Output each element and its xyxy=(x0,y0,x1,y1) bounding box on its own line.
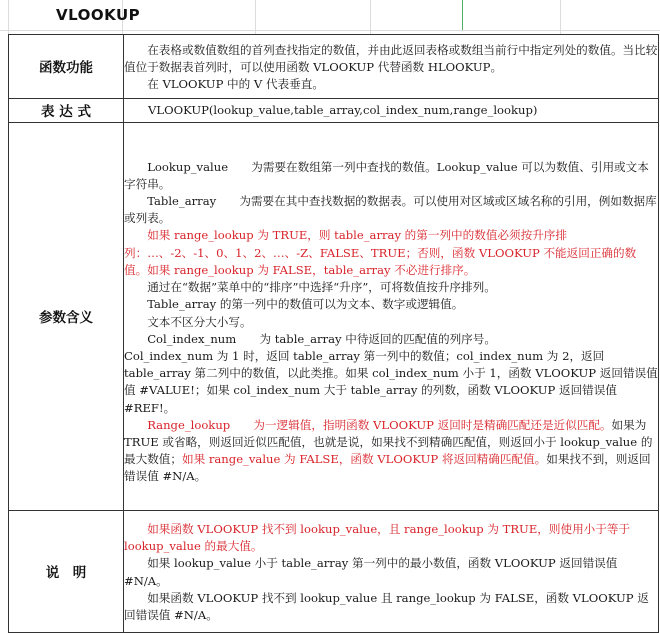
param-line: Table_array 为需要在其中查找数据的数据表。可以使用对区域或区域名称的引用，例如数据库或列表。 xyxy=(124,194,657,226)
cell-params[interactable] xyxy=(124,122,659,510)
note-line: 如果 lookup_value 小于 table_array 第一列中的最小数值，函数 VLOOKUP 返回错误值 #N/A。 xyxy=(124,556,618,588)
param-line: Lookup_value 为需要在数组第一列中查找的数值。Lookup_value 可以为数值、引用或文本字符串。 xyxy=(124,159,649,191)
gridline xyxy=(560,0,561,34)
gridline xyxy=(0,30,660,31)
note-line: 如果函数 VLOOKUP 找不到 lookup_value 且 range_lookup 为 FALSE，函数 VLOOKUP 返回错误值 #N/A。 xyxy=(124,590,649,623)
param-line: 文本不区分大小写。 xyxy=(147,314,252,329)
table-row-notes xyxy=(9,510,659,632)
cell-cursor-line xyxy=(462,0,463,30)
param-range-lookup-red: 如果 range_value 为 FALSE，函数 VLOOKUP 将返回精确匹配值。 xyxy=(181,452,547,467)
function-line: 在表格或数值数组的首列查找指定的数值，并由此返回表格或数组当前行中指定列处的数值。当比较值位于数据表首列时，可以使用函数 VLOOKUP 代替函数 HLOOKUP。 xyxy=(124,43,658,75)
param-line: Col_index_num 为 1 时，返回 table_array 第一列中的数值；col_index_num 为 2，返回 table_array 第二列中的数值，以此类推。如果 col_index_num 小于 1，函数 VLOOKUP 返回错误值值 #VALUE!；如果 col_index_num 大于 table_array 的列数，函数 VLOOKUP 返回错误值 #REF!。 xyxy=(124,348,658,415)
param-range-lookup-red: Range_lookup 为一逻辑值，指明函数 VLOOKUP 返回时是精确匹配还是近似匹配。 xyxy=(147,417,612,432)
gridline xyxy=(8,0,9,34)
label-params[interactable]: 参数含义 xyxy=(9,122,124,510)
param-line: 通过在“数据”菜单中的“排序”中选择“升序”，可将数值按升序排列。 xyxy=(147,280,496,295)
gridline xyxy=(370,0,371,34)
param-range-lookup-text: 如果找不到，则返回错误值 #N/A。 xyxy=(124,452,651,484)
cell-notes[interactable] xyxy=(124,510,659,632)
syntax-text: VLOOKUP(lookup_value,table_array,col_index_num,range_lookup) xyxy=(148,102,538,117)
table-row-syntax xyxy=(9,98,659,122)
note-line-warning: 如果函数 VLOOKUP 找不到 lookup_value，且 range_lookup 为 TRUE，则使用小于等于 lookup_value 的最大值。 xyxy=(124,522,631,554)
function-line: 在 VLOOKUP 中的 V 代表垂直。 xyxy=(147,77,324,92)
label-notes[interactable]: 说 明 xyxy=(9,510,124,632)
label-syntax[interactable]: 表 达 式 xyxy=(9,98,124,122)
cell-syntax[interactable] xyxy=(124,98,659,122)
param-line: Table_array 的第一列中的数值可以为文本、数字或逻辑值。 xyxy=(147,297,464,312)
sheet-title[interactable]: VLOOKUP xyxy=(56,6,141,24)
label-function[interactable]: 函数功能 xyxy=(9,35,124,99)
table-row-params xyxy=(9,122,659,510)
gridline xyxy=(255,0,256,34)
param-line: Col_index_num 为 table_array 中待返回的匹配值的列序号。 xyxy=(147,331,496,346)
param-line-mixed xyxy=(124,417,658,486)
function-description-table xyxy=(8,34,659,633)
table-row-function xyxy=(9,35,659,99)
cell-function[interactable] xyxy=(124,35,659,99)
param-line-warning: 如果 range_lookup 为 TRUE，则 table_array 的第一列中的数值必须按升序排列：…、-2、-1、0、1、2、…、-Z、FALSE、TRUE；否则，函数 VLOOKUP 不能返回正确的数值。如果 range_lookup 为 FALSE，table_array 不必进行排序。 xyxy=(124,228,637,277)
param-range-lookup-text: 如果为 TRUE 或省略，则返回近似匹配值，也就是说，如果找不到精确匹配值，则返回小于 lookup_value 的最大数值； xyxy=(124,417,653,467)
